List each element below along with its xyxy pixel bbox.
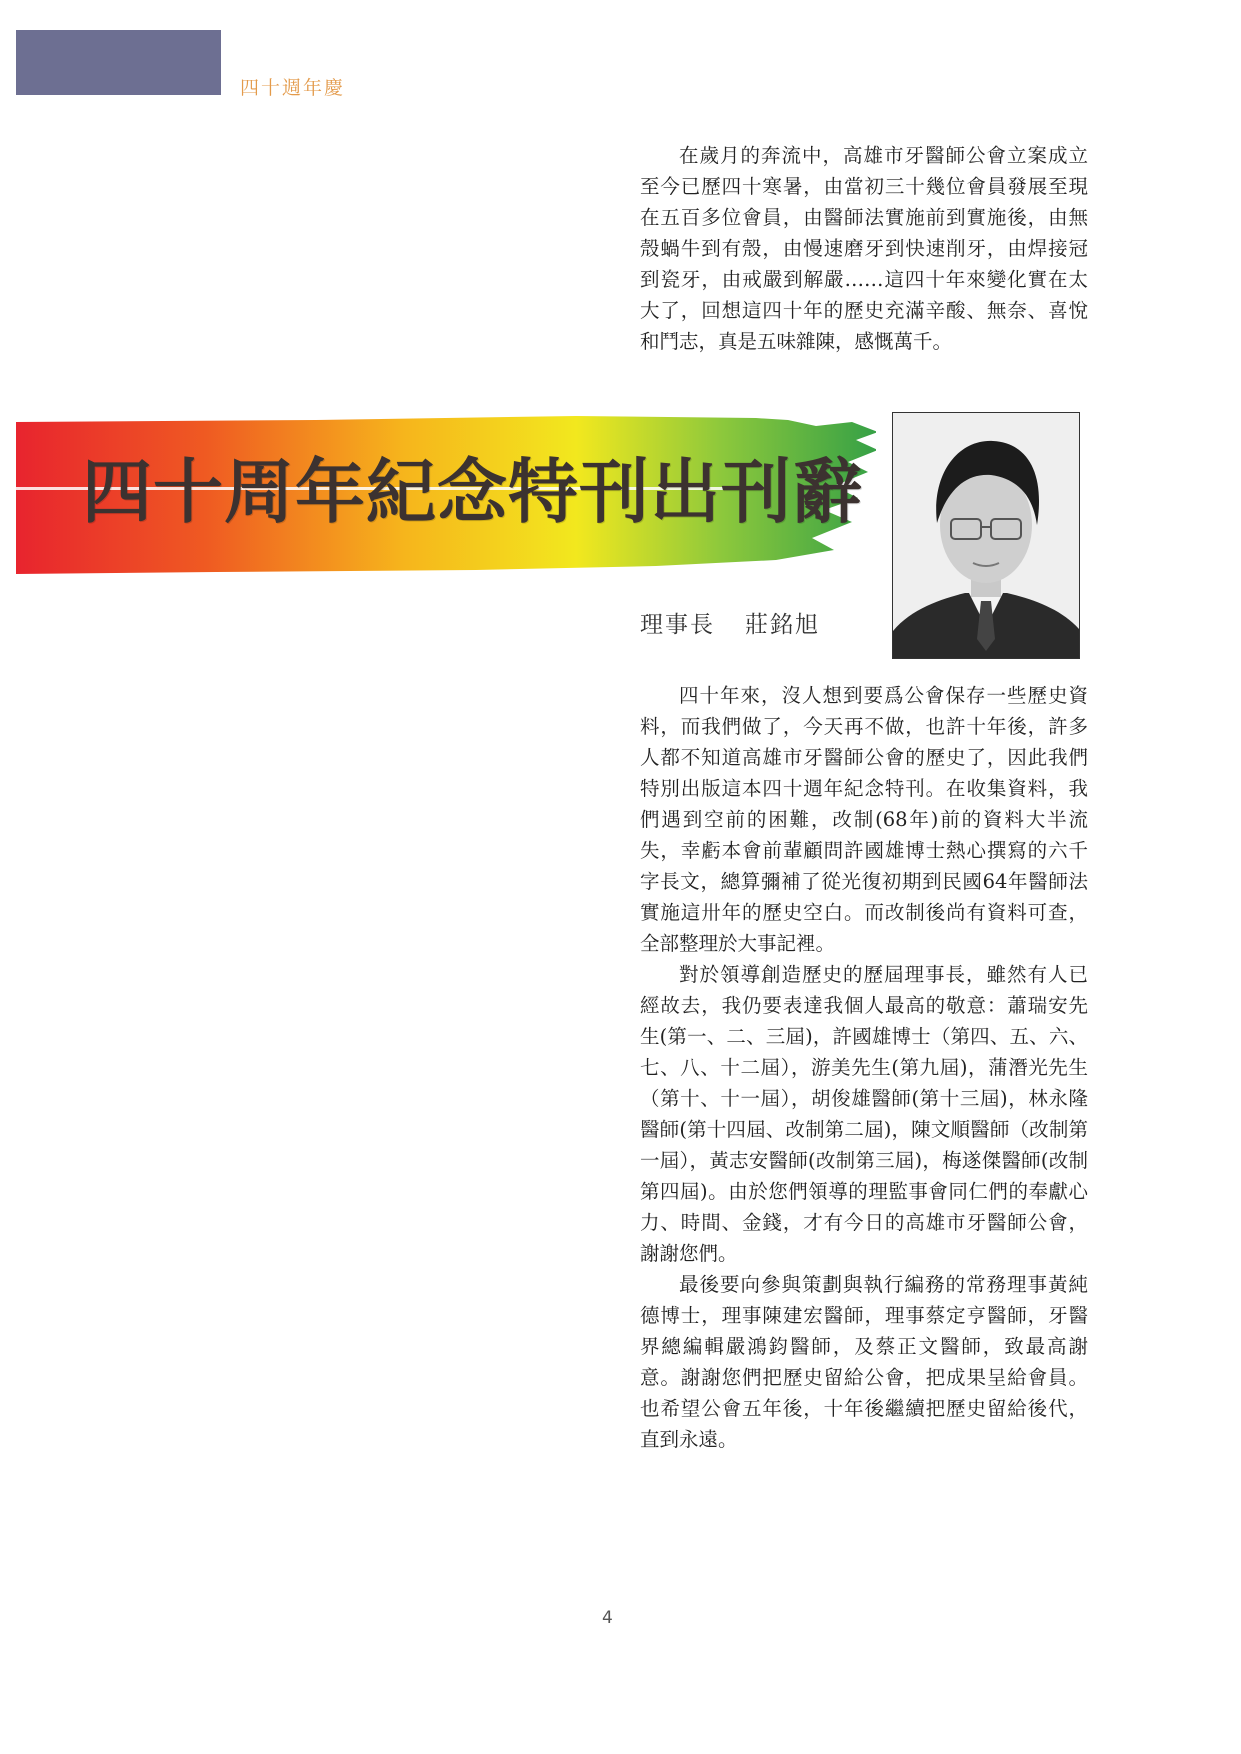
- section-label: 四十週年慶: [240, 77, 346, 99]
- intro-text: [640, 140, 1088, 357]
- body-paragraph: 對於領導創造歷史的歷屆理事長，雖然有人已經故去，我仍要表達我個人最高的敬意：蕭瑞安先生(第一、二、三屆)，許國雄博士（第四、五、六、七、八、十二屆），游美先生(第九屆)，蒲潛光先生（第十、十一屆），胡俊雄醫師(第十三屆)，林永隆醫師(第十四屆、改制第二屆)，陳文順醫師（改制第一屆），黃志安醫師(改制第三屆)，梅遂傑醫師(改制第四屆)。由於您們領導的理監事會同仁們的奉獻心力、時間、金錢，才有今日的高雄市牙醫師公會，謝謝您們。: [640, 963, 1088, 1265]
- portrait-photo: [892, 412, 1080, 659]
- header-color-block: [16, 30, 221, 95]
- banner-title: 四十周年紀念特刊出刊辭: [82, 450, 863, 533]
- page-number: 4: [602, 1608, 613, 1628]
- body-paragraph: 最後要向參與策劃與執行編務的常務理事黃純德博士，理事陳建宏醫師，理事蔡定亨醫師，牙醫界總編輯嚴鴻鈞醫師，及蔡正文醫師，致最高謝意。謝謝您們把歷史留給公會，把成果呈給會員。也希望公會五年後，十年後繼續把歷史留給後代，直到永遠。: [640, 1273, 1088, 1451]
- body-paragraph: 四十年來，沒人想到要爲公會保存一些歷史資料，而我們做了，今天再不做，也許十年後，許多人都不知道高雄市牙醫師公會的歷史了，因此我們特別出版這本四十週年紀念特刊。在收集資料，我們遇到空前的困難，改制(68年)前的資料大半流失，幸虧本會前輩顧問許國雄博士熱心撰寫的六千字長文，總算彌補了從光復初期到民國64年醫師法實施這卅年的歷史空白。而改制後尚有資料可查，全部整理於大事記裡。: [640, 684, 1088, 955]
- portrait-image: [893, 413, 1079, 658]
- body-text: [640, 680, 1088, 1455]
- intro-paragraph: 在歲月的奔流中，高雄市牙醫師公會立案成立至今已歷四十寒暑，由當初三十幾位會員發展至現在五百多位會員，由醫師法實施前到實施後，由無殼蝸牛到有殼，由慢速磨牙到快速削牙，由焊接冠到瓷牙，由戒嚴到解嚴……這四十年來變化實在太大了，回想這四十年的歷史充滿辛酸、無奈、喜悅和鬥志，真是五味雜陳，感慨萬千。: [640, 144, 1088, 353]
- author-name: 莊銘旭: [745, 612, 820, 638]
- author-role: 理事長: [640, 612, 715, 638]
- author-line: [640, 606, 820, 639]
